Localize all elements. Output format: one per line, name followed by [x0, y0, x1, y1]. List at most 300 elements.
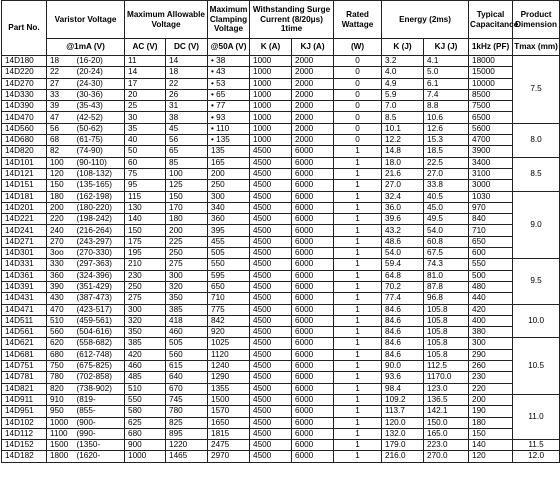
table-body — [2, 56, 560, 463]
energy-kj-cell: 105.8 — [424, 315, 469, 326]
wattage-cell: 1 — [334, 259, 382, 270]
part-no-cell: 14D201 — [2, 202, 47, 213]
varistor-range-cell: (16-20) — [74, 56, 125, 67]
capacitance-cell: 10000 — [469, 78, 513, 89]
varistor-range-cell: (50-62) — [74, 123, 125, 134]
energy-kj-cell: 81.0 — [424, 270, 469, 281]
surge-kj-cell: 6000 — [292, 315, 334, 326]
dc-voltage-cell: 38 — [166, 112, 208, 123]
dimension-cell: 10.5 — [513, 338, 560, 394]
surge-kj-cell: 6000 — [292, 372, 334, 383]
surge-kj-cell: 6000 — [292, 180, 334, 191]
clamping-voltage-cell: 595 — [208, 270, 250, 281]
energy-kj-cell: 45.0 — [424, 202, 469, 213]
surge-kj-cell: 6000 — [292, 293, 334, 304]
wattage-cell: 0 — [334, 56, 382, 67]
withstanding-surge-header: Withstanding Surge Current (8/20μs) 1time — [250, 1, 334, 39]
surge-k-cell: 4500 — [250, 259, 292, 270]
ac-voltage-cell: 150 — [125, 225, 166, 236]
energy-kj-cell: 105.8 — [424, 304, 469, 315]
varistor-spec-table — [1, 0, 560, 463]
capacitance-cell: 230 — [469, 372, 513, 383]
energy-k-cell: 7.0 — [382, 101, 424, 112]
surge-kj-cell: 6000 — [292, 168, 334, 179]
part-no-cell: 14D180 — [2, 56, 47, 67]
table-row — [2, 304, 560, 315]
surge-kj-cell: 2000 — [292, 135, 334, 146]
varistor-range-cell: (108-132) — [74, 168, 125, 179]
part-no-cell: 14D681 — [2, 349, 47, 360]
energy-kj-cell: 60.8 — [424, 236, 469, 247]
varistor-voltage-cell: 240 — [47, 225, 74, 236]
capacitance-cell: 3100 — [469, 168, 513, 179]
energy-k-cell: 36.0 — [382, 202, 424, 213]
part-no-cell: 14D271 — [2, 236, 47, 247]
part-no-cell: 14D471 — [2, 304, 47, 315]
clamping-voltage-cell: 920 — [208, 327, 250, 338]
capacitance-cell: 18000 — [469, 56, 513, 67]
part-no-cell: 14D820 — [2, 146, 47, 157]
energy-kj-cell: 112.5 — [424, 361, 469, 372]
ac-voltage-cell: 11 — [125, 56, 166, 67]
surge-k-cell: 4500 — [250, 281, 292, 292]
ac-voltage-cell: 195 — [125, 248, 166, 259]
capacitance-cell: 400 — [469, 315, 513, 326]
part-no-cell: 14D221 — [2, 214, 47, 225]
energy-kj-cell: 10.6 — [424, 112, 469, 123]
varistor-voltage-cell: 180 — [47, 191, 74, 202]
surge-k-cell: 4500 — [250, 180, 292, 191]
wattage-cell: 1 — [334, 225, 382, 236]
ac-voltage-cell: 130 — [125, 202, 166, 213]
clamping-voltage-cell: 1240 — [208, 361, 250, 372]
surge-kj-cell: 6000 — [292, 248, 334, 259]
dc-voltage-cell: 505 — [166, 338, 208, 349]
table-row — [2, 270, 560, 281]
table-row — [2, 259, 560, 270]
clamping-voltage-cell: 505 — [208, 248, 250, 259]
ac-voltage-cell: 900 — [125, 440, 166, 451]
surge-kj-cell: 2000 — [292, 112, 334, 123]
varistor-voltage-cell: 390 — [47, 281, 74, 292]
energy-k-cell: 120.0 — [382, 417, 424, 428]
varistor-voltage-cell: 1500 — [47, 440, 74, 451]
energy-kj-cell: 5.0 — [424, 67, 469, 78]
energy-k-cell: 93.6 — [382, 372, 424, 383]
clamping-voltage-cell: • 65 — [208, 89, 250, 100]
surge-k-cell: 1000 — [250, 56, 292, 67]
clamping-voltage-cell: 1290 — [208, 372, 250, 383]
ac-voltage-cell: 275 — [125, 293, 166, 304]
energy-kj-cell: 136.5 — [424, 394, 469, 405]
surge-k-cell: 4500 — [250, 157, 292, 168]
table-row — [2, 89, 560, 100]
clamping-voltage-cell: 250 — [208, 180, 250, 191]
varistor-voltage-cell: 470 — [47, 304, 74, 315]
capacitance-cell: 420 — [469, 304, 513, 315]
surge-kj-cell: 6000 — [292, 270, 334, 281]
dimension-subheader: Tmax (mm) — [513, 39, 560, 56]
dc-voltage-cell: 150 — [166, 191, 208, 202]
capacitance-cell: 150 — [469, 428, 513, 439]
surge-k-subheader: K (A) — [250, 39, 292, 56]
table-row — [2, 112, 560, 123]
surge-k-cell: 4500 — [250, 202, 292, 213]
varistor-range-cell: (297-363) — [74, 259, 125, 270]
varistor-voltage-cell: 200 — [47, 202, 74, 213]
part-no-cell: 14D390 — [2, 101, 47, 112]
varistor-range-cell: (20-24) — [74, 67, 125, 78]
energy-k-cell: 216.0 — [382, 451, 424, 462]
capacitance-cell: 710 — [469, 225, 513, 236]
surge-k-cell: 1000 — [250, 112, 292, 123]
part-no-cell: 14D241 — [2, 225, 47, 236]
capacitance-cell: 200 — [469, 394, 513, 405]
wattage-cell: 1 — [334, 157, 382, 168]
ac-voltage-cell: 230 — [125, 270, 166, 281]
clamping-voltage-cell: • 93 — [208, 112, 250, 123]
clamping-voltage-cell: 650 — [208, 281, 250, 292]
energy-k-cell: 4.9 — [382, 78, 424, 89]
varistor-voltage-cell: 27 — [47, 78, 74, 89]
energy-kj-cell: 223.0 — [424, 440, 469, 451]
varistor-range-cell: (42-52) — [74, 112, 125, 123]
part-no-cell: 14D220 — [2, 67, 47, 78]
varistor-voltage-cell: 1100 — [47, 428, 74, 439]
varistor-voltage-cell: 220 — [47, 214, 74, 225]
surge-k-cell: 4500 — [250, 361, 292, 372]
part-no-cell: 14D102 — [2, 417, 47, 428]
table-row — [2, 236, 560, 247]
varistor-voltage-cell: 22 — [47, 67, 74, 78]
table-row — [2, 372, 560, 383]
dc-voltage-cell: 45 — [166, 123, 208, 134]
dc-voltage-cell: 780 — [166, 406, 208, 417]
capacitance-cell: 550 — [469, 259, 513, 270]
energy-kj-cell: 12.6 — [424, 123, 469, 134]
dc-voltage-cell: 670 — [166, 383, 208, 394]
energy-k-cell: 84.6 — [382, 327, 424, 338]
surge-k-cell: 1000 — [250, 78, 292, 89]
capacitance-cell: 140 — [469, 440, 513, 451]
capacitance-cell: 480 — [469, 281, 513, 292]
table-row — [2, 146, 560, 157]
clamping-voltage-cell: 710 — [208, 293, 250, 304]
table-row — [2, 67, 560, 78]
surge-kj-cell: 6000 — [292, 417, 334, 428]
ac-subheader: AC (V) — [125, 39, 166, 56]
energy-kj-cell: 87.8 — [424, 281, 469, 292]
surge-k-cell: 1000 — [250, 101, 292, 112]
varistor-range-cell: (35-43) — [74, 101, 125, 112]
energy-k-cell: 5.9 — [382, 89, 424, 100]
dc-voltage-cell: 26 — [166, 89, 208, 100]
dimension-cell: 8.0 — [513, 123, 560, 157]
wattage-cell: 0 — [334, 78, 382, 89]
wattage-cell: 1 — [334, 349, 382, 360]
surge-k-cell: 4500 — [250, 327, 292, 338]
part-no-cell: 14D270 — [2, 78, 47, 89]
varistor-range-cell: (162-198) — [74, 191, 125, 202]
varistor-voltage-cell: 510 — [47, 315, 74, 326]
wattage-cell: 1 — [334, 394, 382, 405]
table-row — [2, 406, 560, 417]
surge-k-cell: 4500 — [250, 225, 292, 236]
varistor-range-cell: (324-396) — [74, 270, 125, 281]
clamping-voltage-cell: 135 — [208, 146, 250, 157]
ac-voltage-cell: 485 — [125, 372, 166, 383]
varistor-range-cell: (61-75) — [74, 135, 125, 146]
table-row — [2, 315, 560, 326]
part-no-cell: 14D301 — [2, 248, 47, 259]
surge-k-cell: 1000 — [250, 123, 292, 134]
table-row — [2, 180, 560, 191]
surge-k-cell: 4500 — [250, 383, 292, 394]
part-no-cell: 14D470 — [2, 112, 47, 123]
energy-kj-cell: 142.1 — [424, 406, 469, 417]
varistor-voltage-cell: 430 — [47, 293, 74, 304]
ac-voltage-cell: 175 — [125, 236, 166, 247]
wattage-cell: 1 — [334, 383, 382, 394]
dimension-cell: 9.0 — [513, 191, 560, 259]
table-row — [2, 56, 560, 67]
varistor-range-cell: (675-825) — [74, 361, 125, 372]
dimension-cell: 10.0 — [513, 304, 560, 338]
part-no-cell: 14D181 — [2, 191, 47, 202]
energy-k-cell: 98.4 — [382, 383, 424, 394]
part-no-cell: 14D331 — [2, 259, 47, 270]
capacitance-cell: 300 — [469, 338, 513, 349]
wattage-cell: 1 — [334, 180, 382, 191]
energy-kj-cell: 33.8 — [424, 180, 469, 191]
surge-kj-cell: 6000 — [292, 225, 334, 236]
table-row — [2, 327, 560, 338]
dc-voltage-cell: 385 — [166, 304, 208, 315]
dc-voltage-cell: 56 — [166, 135, 208, 146]
energy-kj-cell: 96.8 — [424, 293, 469, 304]
surge-k-cell: 4500 — [250, 191, 292, 202]
wattage-cell: 1 — [334, 417, 382, 428]
table-header — [2, 1, 560, 56]
dc-voltage-cell: 125 — [166, 180, 208, 191]
varistor-voltage-cell: 150 — [47, 180, 74, 191]
rated-wattage-header: Rated Wattage — [334, 1, 382, 39]
varistor-range-cell: (612-748) — [74, 349, 125, 360]
surge-k-cell: 4500 — [250, 417, 292, 428]
part-no-cell: 14D951 — [2, 406, 47, 417]
capacitance-cell: 15000 — [469, 67, 513, 78]
energy-kj-cell: 105.8 — [424, 349, 469, 360]
clamping-voltage-cell: 300 — [208, 191, 250, 202]
capacitance-cell: 6500 — [469, 112, 513, 123]
energy-k-cell: 84.6 — [382, 304, 424, 315]
capacitance-cell: 4700 — [469, 135, 513, 146]
clamping-voltage-cell: 1120 — [208, 349, 250, 360]
surge-kj-cell: 6000 — [292, 259, 334, 270]
clamping-voltage-cell: 2475 — [208, 440, 250, 451]
table-row — [2, 123, 560, 134]
varistor-voltage-cell: 120 — [47, 168, 74, 179]
ac-voltage-cell: 30 — [125, 112, 166, 123]
energy-k-cell: 70.2 — [382, 281, 424, 292]
varistor-voltage-cell: 360 — [47, 270, 74, 281]
wattage-cell: 1 — [334, 214, 382, 225]
energy-kj-cell: 74.3 — [424, 259, 469, 270]
part-no-cell: 14D182 — [2, 451, 47, 462]
varistor-range-cell: (351-429) — [74, 281, 125, 292]
energy-kj-cell: 40.5 — [424, 191, 469, 202]
energy-k-cell: 90.0 — [382, 361, 424, 372]
varistor-range-cell: (423-517) — [74, 304, 125, 315]
energy-kj-cell: 6.1 — [424, 78, 469, 89]
surge-kj-cell: 6000 — [292, 349, 334, 360]
part-no-cell: 14D391 — [2, 281, 47, 292]
ac-voltage-cell: 40 — [125, 135, 166, 146]
varistor-voltage-cell: 820 — [47, 383, 74, 394]
surge-kj-cell: 6000 — [292, 202, 334, 213]
dimension-cell: 11.5 — [513, 440, 560, 451]
energy-kj-cell: 8.8 — [424, 101, 469, 112]
ac-voltage-cell: 320 — [125, 315, 166, 326]
surge-k-cell: 4500 — [250, 394, 292, 405]
table-row — [2, 135, 560, 146]
dc-voltage-cell: 615 — [166, 361, 208, 372]
table-row — [2, 281, 560, 292]
ac-voltage-cell: 550 — [125, 394, 166, 405]
dc-voltage-cell: 31 — [166, 101, 208, 112]
capacitance-cell: 440 — [469, 293, 513, 304]
ac-voltage-cell: 17 — [125, 78, 166, 89]
varistor-voltage-cell: 56 — [47, 123, 74, 134]
surge-kj-cell: 6000 — [292, 191, 334, 202]
ac-voltage-cell: 510 — [125, 383, 166, 394]
surge-kj-cell: 6000 — [292, 236, 334, 247]
wattage-cell: 1 — [334, 406, 382, 417]
wattage-cell: 1 — [334, 293, 382, 304]
energy-k-cell: 64.8 — [382, 270, 424, 281]
varistor-voltage-cell: 680 — [47, 349, 74, 360]
energy-kj-cell: 18.5 — [424, 146, 469, 157]
surge-kj-cell: 6000 — [292, 428, 334, 439]
wattage-cell: 0 — [334, 89, 382, 100]
capacitance-cell: 180 — [469, 417, 513, 428]
varistor-range-cell: (198-242) — [74, 214, 125, 225]
part-no-cell: 14D911 — [2, 394, 47, 405]
energy-kj-cell: 150.0 — [424, 417, 469, 428]
ac-voltage-cell: 20 — [125, 89, 166, 100]
capacitance-cell: 290 — [469, 349, 513, 360]
capacitance-cell: 3900 — [469, 146, 513, 157]
varistor-voltage-cell: 620 — [47, 338, 74, 349]
clamp-subheader: @50A (V) — [208, 39, 250, 56]
varistor-range-cell: (855- — [74, 406, 125, 417]
dc-voltage-cell: 825 — [166, 417, 208, 428]
varistor-range-cell: (270-330) — [74, 248, 125, 259]
dc-voltage-cell: 200 — [166, 225, 208, 236]
energy-kj-cell: 54.0 — [424, 225, 469, 236]
part-no-cell: 14D151 — [2, 180, 47, 191]
wattage-cell: 0 — [334, 135, 382, 146]
surge-k-cell: 4500 — [250, 168, 292, 179]
surge-kj-cell: 6000 — [292, 304, 334, 315]
varistor-range-cell: (74-90) — [74, 146, 125, 157]
clamping-voltage-cell: 395 — [208, 225, 250, 236]
dc-voltage-cell: 895 — [166, 428, 208, 439]
part-no-cell: 14D101 — [2, 157, 47, 168]
surge-k-cell: 4500 — [250, 428, 292, 439]
varistor-range-cell: (819- — [74, 394, 125, 405]
part-no-cell: 14D431 — [2, 293, 47, 304]
surge-kj-cell: 6000 — [292, 451, 334, 462]
dimension-cell: 12.0 — [513, 451, 560, 462]
part-no-cell: 14D330 — [2, 89, 47, 100]
energy-k-cell: 10.1 — [382, 123, 424, 134]
varistor-range-cell: (504-616) — [74, 327, 125, 338]
part-no-cell: 14D560 — [2, 123, 47, 134]
table-row — [2, 202, 560, 213]
clamping-voltage-cell: 1025 — [208, 338, 250, 349]
wattage-cell: 0 — [334, 101, 382, 112]
table-row — [2, 383, 560, 394]
part-no-cell: 14D781 — [2, 372, 47, 383]
dc-voltage-cell: 300 — [166, 270, 208, 281]
energy-k-cell: 113.7 — [382, 406, 424, 417]
energy-kj-cell: 7.4 — [424, 89, 469, 100]
capacitance-cell: 650 — [469, 236, 513, 247]
wattage-cell: 1 — [334, 248, 382, 259]
wattage-cell: 1 — [334, 168, 382, 179]
surge-kj-cell: 2000 — [292, 101, 334, 112]
capacitance-cell: 8500 — [469, 89, 513, 100]
energy-k-cell: 39.6 — [382, 214, 424, 225]
table-row — [2, 78, 560, 89]
surge-kj-cell: 2000 — [292, 56, 334, 67]
part-no-cell: 14D751 — [2, 361, 47, 372]
surge-kj-cell: 2000 — [292, 89, 334, 100]
surge-k-cell: 4500 — [250, 146, 292, 157]
energy-kj-cell: 270.0 — [424, 451, 469, 462]
varistor-voltage-cell: 750 — [47, 361, 74, 372]
varistor-subheader: @1mA (V) — [47, 39, 125, 56]
wattage-cell: 1 — [334, 372, 382, 383]
capacitance-cell: 1030 — [469, 191, 513, 202]
clamping-voltage-cell: 2970 — [208, 451, 250, 462]
capacitance-cell: 840 — [469, 214, 513, 225]
wattage-cell: 1 — [334, 361, 382, 372]
varistor-voltage-header: Varistor Voltage — [47, 1, 125, 39]
wattage-cell: 1 — [334, 146, 382, 157]
ac-voltage-cell: 460 — [125, 361, 166, 372]
surge-kj-cell: 6000 — [292, 440, 334, 451]
varistor-voltage-cell: 1000 — [47, 417, 74, 428]
table-row — [2, 349, 560, 360]
wattage-cell: 1 — [334, 327, 382, 338]
typical-capacitance-header: Typical Capacitance — [469, 1, 513, 39]
ac-voltage-cell: 680 — [125, 428, 166, 439]
dc-voltage-cell: 22 — [166, 78, 208, 89]
surge-k-cell: 1000 — [250, 89, 292, 100]
clamping-voltage-cell: 1500 — [208, 394, 250, 405]
part-no-cell: 14D821 — [2, 383, 47, 394]
varistor-range-cell: (216-264) — [74, 225, 125, 236]
clamping-voltage-cell: 1650 — [208, 417, 250, 428]
clamping-voltage-cell: 200 — [208, 168, 250, 179]
wattage-cell: 0 — [334, 112, 382, 123]
table-row — [2, 214, 560, 225]
surge-kj-cell: 6000 — [292, 327, 334, 338]
max-allowable-voltage-header: Maximum Allowable Voltage — [125, 1, 208, 39]
varistor-range-cell: (558-682) — [74, 338, 125, 349]
